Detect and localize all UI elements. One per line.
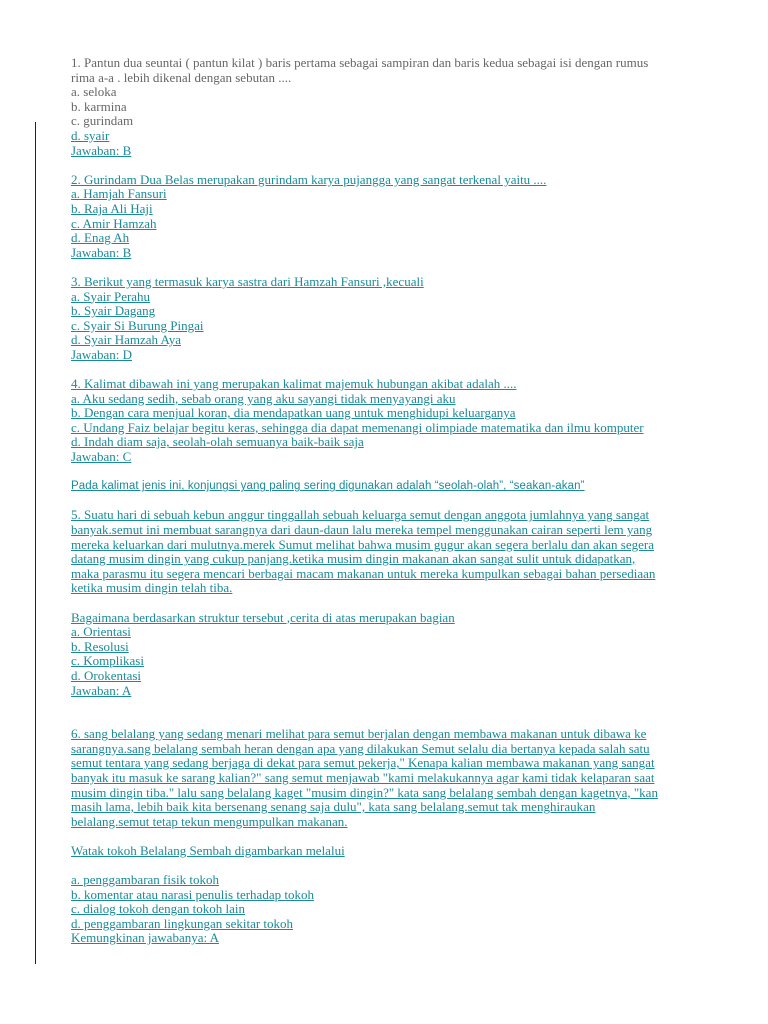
option-a[interactable]: a. Hamjah Fansuri [71,186,167,202]
question-3-text[interactable]: 3. Berikut yang termasuk karya sastra dari Hamzah Fansuri ,kecuali [71,273,424,289]
question-4 [71,377,701,465]
option-d[interactable]: d. penggambaran lingkungan sekitar tokoh [71,915,294,931]
story-line[interactable]: 6. sang belalang yang sedang menari melihat para semut berjalan dengan membawa makanan untuk dibawa ke [71,726,647,742]
question-1 [71,56,701,158]
question-6-text[interactable]: Watak tokoh Belalang Sembah digambarkan melalui [71,842,345,858]
question-5 [71,508,701,698]
story-line[interactable]: banyak.semut ini membuat sarangnya dari daun-daun lalu mereka tempel menggunakan cairan seperti lem yang [71,522,653,537]
option-a[interactable]: a. Syair Perahu [71,288,151,304]
question-2-text[interactable]: 2. Gurindam Dua Belas merupakan gurindam karya pujangga yang sangat terkenal yaitu .... [71,171,547,187]
option-a: a. seloka [71,84,117,100]
option-b[interactable]: b. Resolusi [71,638,129,654]
story-line[interactable]: datang musim dingin yang cukup panjang.ketika musim dingin makanan akan sangat sulit untuk didapatkan, [71,551,636,567]
story-line[interactable]: banyak itu masuk ke sarang kalian?" sang semut menjawab "kami melakukannya agar kami tidak kelaparan saat [71,769,655,785]
option-c: c. gurindam [71,113,134,129]
option-a[interactable]: a. Orientasi [71,624,131,640]
option-d-link[interactable]: d. syair [71,127,110,143]
option-c[interactable]: c. Amir Hamzah [71,215,157,231]
option-b[interactable]: b. Dengan cara menjual koran, dia mendapatkan uang untuk menghidupi keluarganya [71,405,516,421]
option-c[interactable]: c. dialog tokoh dengan tokoh lain [71,901,246,917]
story-line[interactable]: maka parasmu itu segera mencari berbagai macam makanan untuk mereka kumpulkan sebagai bahan persediaan [71,565,656,581]
option-c[interactable]: c. Komplikasi [71,653,144,669]
option-c[interactable]: c. Undang Faiz belajar begitu keras, sehingga dia dapat memenangi olimpiade matematika dan ilmu komputer [71,419,644,435]
story-line[interactable]: musim dingin tiba." lalu sang belalang kaget "musim dingin?" kata sang belalang sembah dengan kagetnya, "kan [71,784,658,800]
question-1-text-cont: rima a-a . lebih dikenal dengan sebutan .... [71,69,292,85]
story-line[interactable]: mereka keluarkan dari mulutnya.merek Sumut melihat bahwa musim gugur akan segera berlalu dan akan segera [71,536,654,552]
question-2 [71,173,701,261]
question-1-text: 1. Pantun dua seuntai ( pantun kilat ) baris pertama sebagai sampiran dan baris kedua sebagai isi dengan rumus [71,55,649,70]
question-3 [71,275,701,363]
answer-link[interactable]: Jawaban: B [71,142,132,158]
answer[interactable]: Jawaban: C [71,449,132,465]
story-line[interactable]: 5. Suatu hari di sebuah kebun anggur tinggallah sebuah keluarga semut dengan anggota jumlahnya yang sangat [71,507,650,523]
story-line[interactable]: ketika musim dingin telah tiba. [71,580,233,596]
question-6 [71,727,701,946]
option-b: b. karmina [71,98,127,114]
explanation-note[interactable]: Pada kalimat jenis ini, konjungsi yang paling sering digunakan adalah “seolah-olah”, “seakan-akan” [71,480,585,493]
answer[interactable]: Kemungkinan jawabanya: A [71,930,220,946]
answer[interactable]: Jawaban: B [71,244,132,260]
option-d[interactable]: d. Indah diam saja, seolah-olah semuanya baik-baik saja [71,434,364,450]
story-line[interactable]: belalang.semut tetap tekun mengumpulkan makanan. [71,813,348,829]
option-a[interactable]: a. Aku sedang sedih, sebab orang yang aku sayangi tidak menyayangi aku [71,390,456,406]
story-line[interactable]: masih lama, lebih baik kita bersenang senang saja dulu", kata sang belalang.semut tak menghiraukan [71,799,596,815]
option-d[interactable]: d. Syair Hamzah Aya [71,332,181,348]
left-margin-rule [35,122,36,964]
story-line[interactable]: semut tentara yang sedang berjaga di dekat para semut pekerja," Kenapa kalian membawa makanan yang sangat [71,755,655,771]
question-4-text[interactable]: 4. Kalimat dibawah ini yang merupakan kalimat majemuk hubungan akibat adalah .... [71,376,517,392]
story-line[interactable]: sarangnya.sang belalang sembah heran dengan apa yang dilakukan Semut selalu dia bertanya kepada salah satu [71,740,650,756]
option-c[interactable]: c. Syair Si Burung Pingai [71,317,204,333]
option-d[interactable]: d. Orokentasi [71,667,142,683]
option-b[interactable]: b. komentar atau narasi penulis terhadap tokoh [71,886,314,902]
option-b[interactable]: b. Raja Ali Haji [71,200,153,216]
document-body [71,56,701,946]
option-a[interactable]: a. penggambaran fisik tokoh [71,872,220,888]
answer[interactable]: Jawaban: A [71,682,132,698]
option-d[interactable]: d. Enag Ah [71,230,130,246]
option-b[interactable]: b. Syair Dagang [71,303,156,319]
answer[interactable]: Jawaban: D [71,346,133,362]
question-5-text[interactable]: Bagaimana berdasarkan struktur tersebut ,cerita di atas merupakan bagian [71,609,455,625]
